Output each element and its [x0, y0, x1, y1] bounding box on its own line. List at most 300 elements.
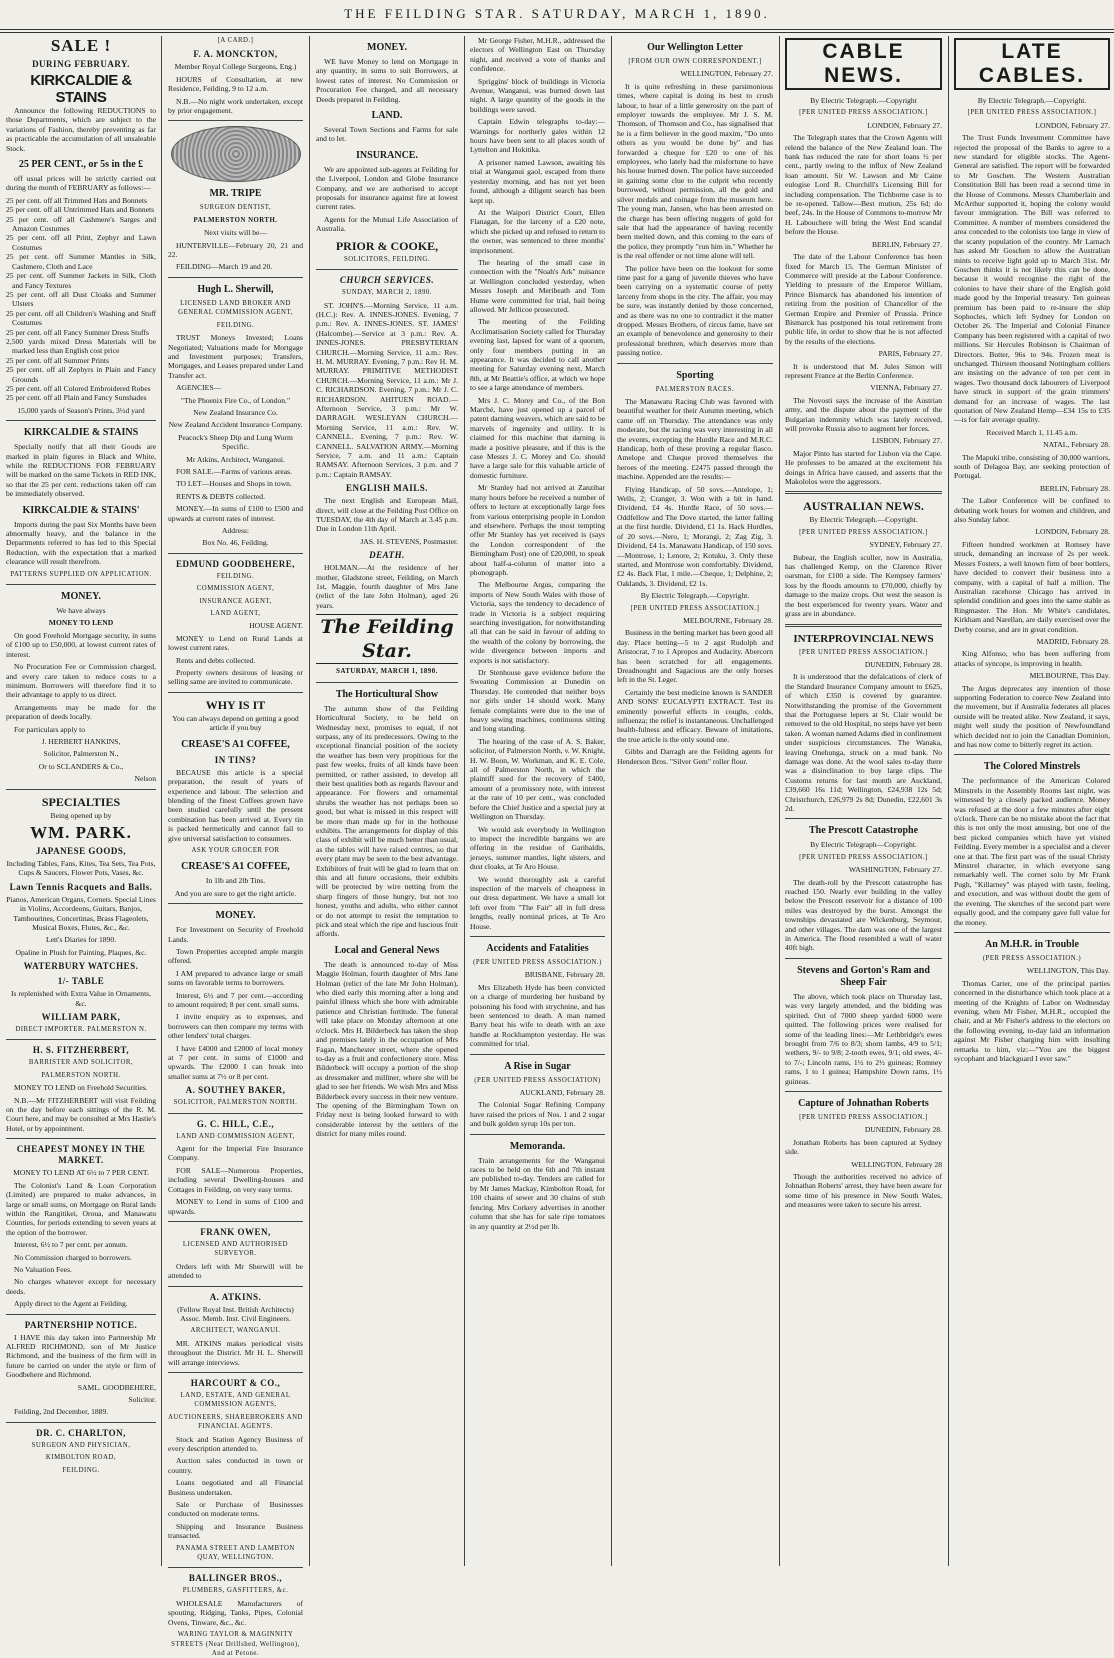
- sugar-source: (PER UNITED PRESS ASSOCIATION): [474, 1076, 601, 1084]
- late-cables-text: King Alfonso, who has been suffering from attacks of syncope, is improving in health.: [954, 649, 1110, 668]
- hill-name: G. C. HILL, C.E.,: [196, 1118, 275, 1129]
- news-item: We would ask everybody in Wellington to inspect the incredible bargains we are offering in the residue of Garibaldis, jerseys, summer mantles, light ulsters, and dust cloaks, at Te Aro House.: [470, 824, 605, 872]
- prescott-text: The death-roll by the Prescott catastrophe has reached 150. Nearly ever building in the valley below the Prescott reservoir for a distance of 100 miles was destroyed by the burst. Amongst the townships devastated are Wickenburg, Seymour, and other villages. The dam was one of the largest in America. The flood resembled a wall of water 40ft high.: [785, 877, 942, 953]
- dateline: LONDON, February 27.: [1035, 120, 1110, 130]
- sale-title: SALE !: [50, 36, 112, 55]
- church-heading: CHURCH SERVICES.: [339, 275, 435, 286]
- land-text: Several Town Sections and Farms for sale and to let.: [316, 125, 458, 144]
- tins-heading: IN TINS?: [214, 754, 257, 765]
- divider: [168, 1113, 303, 1114]
- news-item: The Melbourne Argus, comparing the imports of New South Wales with those of Victoria, says the tendency to decadence of trade in Victoria is a subject requiring searching investigation, for notwithstanding all that can be said in favour of adding to the wealth of the colony by borrowing, the wide divergence between imports and exports is not satisfactory.: [470, 580, 605, 665]
- divider: [168, 120, 303, 121]
- dental-emblem-image: [171, 126, 301, 182]
- divider: [785, 958, 942, 959]
- column-rule: [611, 36, 612, 1566]
- sale-intro: Announce the following REDUCTIONS to those Departments, which are subject to the variations of Fashion, thereby preventing as far as practicable the accumulation of all unsaleable Stock.: [6, 106, 156, 153]
- hours-text: HOURS of Consultation, at new Residence, Feilding, 9 to 12 a.m.: [168, 74, 303, 94]
- goodbehere-town: FEILDING.: [216, 572, 255, 580]
- divider: [168, 553, 303, 554]
- telegraph-source: [PER UNITED PRESS ASSOCIATION.]: [799, 109, 928, 117]
- column-3: [312, 36, 462, 1566]
- agency-item: Peacock's Sheep Dip and Lung Worm Specific.: [178, 432, 293, 452]
- divider: [168, 277, 303, 278]
- dateline: WELLINGTON, February 28: [851, 1159, 942, 1169]
- news-item: The meeting of the Feilding Acclimatisation Society called for Thursday evening last, lapsed for want of a quorum, only four members putting in an appearance. It was decided to call another meeting for Saturday evening next, March 8th, at Mr Beattie's office, at which we hope to see a large attendance of members.: [470, 317, 605, 393]
- hill-sale: FOR SALE—Numerous Properties, including several Dwelling-houses and Cottages in Feilding, on very easy terms.: [168, 1165, 303, 1194]
- monckton-name: F. A. MONCKTON,: [193, 49, 278, 60]
- specialties-heading: SPECIALTIES: [41, 794, 121, 809]
- ks-text: Specially notify that all their Goods are marked in plain figures in Black and White, while the REDUCTIONS FOR FEBRUARY will be marked on the same Tickets in RED INK, so that the 25 per cent. reductions taken off can be immediately observed.: [6, 442, 156, 499]
- interprovincial-text: It is understood that the defalcations of clerk of the Standard Insurance Company amount to £625, of which £350 is covered by guarantee. Notwithstanding the promise of the Government that the Portuguese lepers at St. Clair would be removed to the old Hospital, no steps have yet been taken. A woman named Adams died in confinement under suspicious circumstances. The Wanaka, leaving Onehunga, struck on a mud bank. No damage was done. At the wool sales to-day there was a disinclination to buy large clips. The Customs returns for last month are Auckland, £39,660 16s 11d; Wellington, £24,938 12s 5d; Christchurch, £26,979 2s 8d; Dunedin, £22,601 3s 2d.: [785, 672, 942, 813]
- kirkcaldie-title: KIRKCALDIE & STAINS: [30, 72, 132, 106]
- divider: [6, 1138, 156, 1139]
- cable-text: The Novosti says the increase of the Austrian army, and the dispute about the payment of the Bulgarian indemnity which was lately received, will provoke Russia also to augment her forces.: [785, 395, 942, 433]
- list-item: 25 per cent. off all Children's Washing and Stuff Costumes: [6, 308, 156, 328]
- telegraph-source: [PER UNITED PRESS ASSOCIATION.]: [799, 853, 928, 861]
- opaline-text: Opaline in Plush for Painting, Plaques, &c.: [15, 947, 147, 957]
- masthead-rule: [0, 32, 1114, 33]
- waterbury-heading: WATERBURY WATCHES.: [23, 961, 139, 972]
- cable-text: The Telegraph states that the Crown Agents will relend the balance of the New Zealand loan. The bank has reduced the rate for short loans ½ per cent., partly owing to the influx of New Zealand loan amount. Sir W. Lawson and Mr Caine eulogise Lord R. Churchill's Licensing Bill for including compensation. The Tichborne case is to be re-opened. Tallow—Best mutton, 25s 6d; do beef, 24s. In the House of Commons to-morrow Mr H. Labouchere will bring the West End scandal before the House.: [785, 133, 942, 237]
- money-text: MONEY.—In sums of £100 to £500 and upwards at current rates of interest.: [168, 504, 303, 523]
- rates-text: Interest, 6½ and 7 per cent.—according to amount required; 8 per cent. small sums.: [168, 990, 303, 1009]
- telegraph-place: MELBOURNE, February 28.: [683, 615, 773, 625]
- races-text: The Manawatu Racing Club was favored with beautiful weather for their Autumn meeting, which came off on Thursday. The attendance was only moderate, but the racing was very interesting in all the events, excepting the Hurdle Race and M.R.C. Handicap, both of these proving a regular fiasco. Amelope and Cheque proved themselves the heroes of the meeting. £2475 passed through the machine. Appended are the results:—: [617, 397, 773, 482]
- divider: [6, 584, 156, 585]
- tripe-name: MR. TRIPE: [209, 188, 262, 200]
- ks2-heading: KIRKCALDIE & STAINS': [22, 504, 140, 516]
- divider: [168, 1286, 303, 1287]
- telegraph-credit: By Electric Telegraph.—Copyright.: [809, 515, 918, 525]
- prescott-heading: The Prescott Catastrophe: [808, 825, 919, 837]
- goodbehere-property: Property owners desirous of leasing or selling same are invited to communicate.: [168, 668, 303, 687]
- sherwill-text: TRUST Moneys Invested; Loans Negotiated; Valuations made for Mortgage and Investment purposes; Transfers, Mortgages, and Leases prepared under Land Transfer act.: [168, 333, 303, 380]
- list-item: 25 per cent. off all Cashmere's Sarges and Amazon Costumes: [6, 214, 156, 234]
- telegraph-credit: By Electric Telegraph.—Copyright.: [977, 96, 1087, 105]
- ks2-text: Imports during the past Six Months have been abnormally heavy, and the balance in the Departments referred to has led to this Special Reduction, with the expectation that a marked clearance will result therefrom.: [6, 519, 156, 567]
- letts-text: Lett's Diaries for 1890.: [45, 935, 117, 945]
- nocomm-text: No Commission charged to borrowers.: [14, 1252, 132, 1262]
- fitzherbert-money: MONEY TO LEND on Freehold Securities.: [14, 1083, 148, 1093]
- telegraph-source: [PER UNITED PRESS ASSOCIATION.]: [967, 109, 1097, 117]
- fitzherbert-title: BARRISTER AND SOLICITOR,: [28, 1059, 134, 1067]
- list-item: 25 per cent. off all Trimmed Hats and Bonnets: [6, 195, 147, 205]
- land-heading: LAND.: [371, 110, 403, 122]
- news-item: Mr Stanley had not arrived at Zanzibar many hours before he received a number of offers to lecture at exceptionally large fees from various enterprising people in London and elsewhere. Perhaps the most tempting offer Mr Stanley has yet received is (says the London correspondent of the Birmingham Post) one of £20,000, to speak about half-a-column of matter into a phonograph.: [470, 483, 605, 577]
- ask-text: ASK YOUR GROCER FOR: [191, 846, 280, 854]
- sugar-text: The Colonial Sugar Refining Company have raised the prices of Nos. 1 and 2 sugar and bulk golden syrup 10s per ton.: [470, 1100, 605, 1129]
- dateline: BERLIN, February 27.: [871, 239, 942, 249]
- dateline: WASHINGTON, February 27.: [848, 865, 942, 875]
- list-item: 25 per cent. off all Dust Cloaks and Summer Ulsters: [6, 289, 156, 309]
- partnership-sig2: Solicitor.: [128, 1395, 156, 1404]
- prior-cooke-sub: SOLICITORS, FEILDING.: [343, 255, 431, 263]
- divider: [316, 269, 458, 270]
- cable-text: It is understood that M. Jules Simon will represent France at the Berlin Conference.: [785, 361, 942, 380]
- local-news-text: The death is announced to-day of Miss Maggie Holman, fourth daughter of Mrs Jane Holman (relict of the late Mr John Holman), who died early this morning after a long and painful illness which she bore with admirable patience and Christian fortitude. The funeral will take place on Monday afternoon at one o'clock. Mrs H. Bilderbeck has taken the shop and premises lately in the occupation of Mrs Fagan, Manchester street, where she opened to-day as a fruit and confectionery store. Miss Bilderbeck will occupy a portion of the shop as dressmaker and milliner, where she will be glad to see her friends. We wish Mrs and Miss Bilderbeck every success in their new venture. The opening of the Birmingham Town on Friday next is being looked forward to with considerable interest by the settlers of the district for many miles round.: [316, 959, 458, 1139]
- column-6: [781, 36, 946, 1566]
- money-text3: Arrangements may be made for the preparation of deeds locally.: [6, 702, 156, 722]
- tripe-feilding: FEILDING—March 19 and 20.: [176, 262, 273, 272]
- column-2: [164, 36, 307, 1657]
- crease-heading: CREASE'S A1 COFFEE,: [181, 738, 290, 750]
- sale-subtitle: DURING FEBRUARY.: [32, 59, 130, 69]
- accidents-text: Mrs Elizabeth Hyde has been convicted on a charge of murdering her husband by poisoning his food with strychnine, and has been sentenced to death. A man named Barry beat his wife to death with an axe handle at Rockhampton yesterday. He was committed for trial.: [470, 982, 605, 1049]
- money-name4: Nelson: [134, 774, 156, 784]
- telegraph-credit: By Electric Telegraph.—Copyright.: [640, 591, 750, 601]
- apply-text: Apply direct to the Agent at Feilding.: [14, 1299, 128, 1309]
- pianos-text: Pianos, American Organs, Cornets. Special Lines in Violins, Accordeons, Guitars, Banjos, Tambourines, Concertinas, Brass Flageolets, Musical Boxes, Flutes, &c., &c.: [6, 894, 156, 932]
- japanese-goods: JAPANESE GOODS,: [35, 845, 127, 856]
- column-1: [2, 36, 160, 1566]
- news-item: Dr Stenhouse gave evidence before the Sweating Commission at Dunedin on Thursday. He contended that neither boys nor girls under 14 should work. Many female complaints were due to the use of heavy sewing machines, continuous sitting and long standing.: [470, 668, 605, 734]
- divider: [785, 624, 942, 627]
- divider: [785, 491, 942, 494]
- sugar-place: AUCKLAND, February 28.: [519, 1088, 605, 1098]
- divider: [6, 1422, 156, 1423]
- memoranda-heading: Memoranda.: [509, 1140, 566, 1152]
- news-item: The hearing of the small case in connection with the "Noah's Ark" nuisance at Wellington concluded yesterday, when Messrs Joseph and Meribeath and Tom Hume were committed for trial, bail being allowed. Mr Jellicoe prosecuted.: [470, 257, 605, 314]
- cable-text: The date of the Labour Conference has been fixed for March 15. The German Minister of Commerce will preside at the Labour Conference. Yielding to pressure of the Emperor William, Prince Bismarck has abandoned his intention of retiring from the position of Chancellor of the German Empire and Premier of Prussia. Prince Bismarck has postponed his total retirement from public life, in order to show that he is not affected by the results of the elections.: [785, 252, 942, 346]
- late-cables-text: The Trust Funds Investment Committee have rejected the proposal of the Banks to agree to a new standard for eligible stocks. The Agent-General are satisfied. The report will be forwarded to Mr Goschen. The Western Australian Constitution Bill has been read a second time in the House of Commons. Messrs Chamberlain and McArthur supported it, hoping the colony would favour immigration. The Bill was referred to Committee. A number of members considered the area conceded to the colonists too large in view of the scanty population of the country. Mr Larnach has asked Mr Goschen to allow the Australian mints to receive light gold up to March 31st. Mr Goschen thinks it is not likely this can be done, because it would recognise the right of the colonies to have their share of the English gold made good by the Imperial treasury. Ten guineas premium has been paid to re-insure the ship Sophocles, which left Sydney for London on October 26. The Imperial and Colonial Finance Company has been registered with a capital of two millions. Sir Hercules Robinson is Chairman of Directors. Butter, 96s to 94s. Frozen meat is unchanged. Thirteen thousand Nottingham colliers are insisting on the advance of ten per cent in wages. Two thousand dock labourers of Liverpool have struck in support of the grain trimmers' demand for an increase of wages. The last quotation of New Zealand Hemp—£34 15s to £35—is for fair average quality.: [954, 133, 1110, 425]
- park-address: DIRECT IMPORTER. PALMERSTON N.: [15, 1026, 147, 1034]
- noval-text: No Valuation Fees.: [14, 1264, 72, 1274]
- investment-text: For Investment on Security of Freehold Lands.: [168, 925, 303, 944]
- dateline: WELLINGTON, This Day.: [1026, 966, 1110, 976]
- harcourt-title2: AUCTIONEERS, SHAREBROKERS AND FINANCIAL AGENTS.: [168, 1413, 303, 1431]
- harcourt-loans: Loans negotiated and all Financial Business undertaken.: [168, 1478, 303, 1497]
- masthead-text: THE FEILDING STAR. SATURDAY, MARCH 1, 1890.: [344, 6, 770, 21]
- divider: [954, 932, 1110, 933]
- cable-text: Major Pinto has started for Lisbon via the Cape. He professes to be amazed at the excitement his doings in Africa have caused, and asserts that the Makololos were the aggressors.: [785, 448, 942, 487]
- received-note: Received March 1, 11.45 a.m.: [986, 427, 1078, 437]
- list-item: 25 per cent. off all Colored Embroidered Robes: [6, 383, 151, 393]
- late-cables-heading: LATE CABLES.: [954, 38, 1110, 90]
- eucalypti-text: Certainly the best medicine known is SANDER AND SONS' EUCALYPTI EXTRACT. Test its eminently powerful effects in coughs, colds, influenza; the relief is instantaneous. Unchallenged health-fulness and efficacy. Beware of imitations, the true article is the only sound one.: [617, 687, 773, 744]
- money-sub2: MONEY TO LEND: [48, 618, 114, 628]
- divider: [785, 818, 942, 819]
- address-label: Address:: [222, 526, 249, 535]
- accidents-source: (PER UNITED PRESS ASSOCIATION.): [473, 958, 602, 966]
- partnership-text: I HAVE this day taken into Partnership Mr ALFRED RICHMOND, son of Mr Justice Richmond, and the business of the firm will in future be carried on under the style or firm of Goodbehere and Richmond.: [6, 1332, 156, 1380]
- fitzherbert-address: PALMERSTON NORTH.: [41, 1071, 121, 1079]
- because-text: BECAUSE this article is a special preparation, the result of years of experience and labour. The selection and blending of the finest Coffees grown have been studied carefully until the present combination has been arrived at. Every tin is packed hermetically and cannot fail to give universal satisfaction to consumers.: [168, 767, 303, 843]
- local-news-heading: Local and General News: [334, 944, 440, 956]
- mails-text: The next English and European Mail, direct, will close at the Feilding Post Office on TUESDAY, the 4th day of March at 3.45 p.m. Due in London 11th April.: [316, 496, 458, 534]
- patterns-note: PATTERNS SUPPLIED ON APPLICATION.: [10, 570, 152, 578]
- harcourt-address: PANAMA STREET AND LAMBTON QUAY, WELLINGTON.: [176, 1544, 295, 1562]
- dateline: LONDON, February 28.: [1035, 527, 1110, 537]
- town-text: Town Properties accepted ample margin offered.: [168, 946, 303, 966]
- dateline: MELBOURNE, This Day.: [1029, 671, 1110, 681]
- harcourt-shipping: Shipping and Insurance Business transacted.: [168, 1521, 303, 1541]
- divider: [6, 789, 156, 790]
- memoranda-text: Train arrangements for the Wanganui races to be held on the 6th and 7th instant are published to-day. Tenders are called for by Mr James Mackay, Kimbolton Road, for 100 chains of sewer and 30 chains of stub fencing. Mrs Corkery advertises in another column that she has for sale ripe tomatoes in any quantity at 2½d per lb.: [470, 1155, 605, 1231]
- issue-date: SATURDAY, MARCH 1, 1890.: [336, 668, 438, 676]
- have-text: I have £4000 and £2000 of local money at 7 per cent. in sums of £1000 and upwards. The £2000 I can break into smaller sums at 7½ or 8 per cent.: [168, 1043, 303, 1081]
- charlton-title: SURGEON AND PHYSICIAN,: [31, 1441, 131, 1449]
- divider: [168, 1567, 303, 1568]
- minstrels-heading: The Colored Minstrels: [983, 761, 1081, 773]
- sure-text: And you are sure to get the right article.: [174, 888, 297, 898]
- newspaper-flag: The Feilding Star.: [316, 614, 458, 664]
- ks-heading: KIRKCALDIE & STAINS: [23, 427, 139, 439]
- horticultural-heading: The Horticultural Show: [335, 688, 439, 700]
- cable-news-heading: CABLE NEWS.: [785, 38, 942, 90]
- divider: [470, 1054, 605, 1055]
- money-name: J. HERBERT HANKINS,: [41, 736, 121, 746]
- tennis-heading: Lawn Tennis Racquets and Balls.: [9, 881, 153, 892]
- insurance-agents: Agents for the Mutual Life Association of Australia.: [316, 214, 458, 234]
- column-rule: [309, 36, 310, 1566]
- forsale-text: FOR SALE.—Farms of various areas.: [176, 466, 293, 476]
- church-date: SUNDAY, MARCH 2, 1890.: [342, 289, 432, 297]
- list-item: 25 per cent. off all Fancy Summer Dress Stuffs: [6, 327, 149, 337]
- park-name: WILLIAM PARK,: [41, 1012, 121, 1023]
- atkins-title: ARCHITECT, WANGANUI.: [190, 1327, 281, 1335]
- agency-item: New Zealand Accident Insurance Company.: [168, 420, 303, 430]
- money2-heading: MONEY.: [215, 910, 256, 922]
- mhr-source: (PER PRESS ASSOCIATION.): [982, 954, 1082, 962]
- tripe-hunterville: HUNTERVILLE—February 20, 21 and 22.: [168, 240, 303, 260]
- goodbehere-title: HOUSE AGENT.: [249, 621, 303, 631]
- column-rule: [948, 36, 949, 1566]
- money-name3: Or to SCLANDERS & Co.,: [38, 761, 124, 771]
- dateline: MADRID, February 28.: [1036, 636, 1110, 646]
- box-text: Box No. 46, Feilding.: [202, 538, 269, 548]
- races-results: Flying Handicap, of 50 sovs.—Antelope, 1; Wells, 2; Cranger, 3. Won with a bit in hand. Dividend, £4 4s. Hurdle Race, of 50 sovs.—Oddfellow and The Dove started, the latter falling at the first hurdle. Dividend, £1 1s. Hack Hurdles, of 20 sovs.—Nero, 1; Morangi, 2; Zag Zig, 3. Dividend, £4 1s. Manawatu Handicap, of 150 sovs.—Montrose, 1; Lenore, 2; Kotuku, 3. Only these started, and Montrose won comfortably. Dividend, £2 4s. Back Flat, 1 mile.—Cheque, 1; Delphine, 2; Oaklands, 3. Dividend, £2 1s.: [617, 484, 773, 588]
- harcourt-name: HARCOURT & CO.,: [190, 1377, 281, 1388]
- telegraph-text: Business in the betting market has been good all day. Place betting—5 to 2 agst Rudolph and Aristocrat, 7 to 1 Apropos and Audacity. Abercorn has been scratched for all engagements. Dreadnought and Sagacious are the only horses left in the St. Leger.: [617, 628, 773, 685]
- dateline: LONDON, February 27.: [867, 120, 942, 130]
- masthead: [0, 0, 1114, 30]
- charlton-name: DR. C. CHARLTON,: [36, 1427, 126, 1438]
- hill-text: Agent for the Imperial Fire Insurance Company.: [168, 1144, 303, 1163]
- agencies-label: AGENCIES—: [176, 383, 222, 393]
- late-cables-text: Fifteen hundred workmen at Romsey have struck, demanding an increase of 2s per week. Messrs Fosters, a well known firm of beer bottlers, have decided to convert their business into a company, with a capital of half a million. The Australian racehorse Chicago has arrived in splendid condition and goes into the same stable as Ringmaster. The Hon. Mr White's candidates, Kirkham and Narellan, are daily exercised over the Derby course, and are in great condition.: [954, 539, 1110, 634]
- wellington-letter-heading: Our Wellington Letter: [647, 42, 743, 53]
- divider: [6, 420, 156, 421]
- divider: [954, 754, 1110, 755]
- partnership-sig: SAML. GOODBEHERE,: [77, 1382, 156, 1392]
- wm-park-title: WM. PARK.: [30, 822, 132, 842]
- list-item: 25 per cent. off Summer Jackets in Silk, Cloth and Fancy Textures: [6, 271, 156, 290]
- sherwill-name: Hugh L. Sherwill,: [197, 283, 274, 295]
- tripe-title: SURGEON DENTIST,: [199, 204, 272, 212]
- news-item: Mr George Fisher, M.H.R., addressed the electors of Wellington East on Thursday night, and received a vote of thanks and confidence.: [470, 36, 605, 74]
- news-item: The hearing of the case of A. S. Baker, solicitor, of Palmerston North, v. W. Knight, H. W. Boon, W. Workman, and K. E. Cole, all of Palmerston North, in which the plaintiff sued for the recovery of £400, amount of a promissory note, with interest at the rate of 10 per cent., was concluded before the Chief Justice and a special jury at Wellington on Thursday.: [470, 736, 605, 822]
- expense-text: I invite enquiry as to expenses, and borrowers can then compare my terms with other lenders' total charges.: [168, 1012, 303, 1041]
- money-name2: Solicitor, Palmerston N.,: [43, 749, 119, 759]
- death-text: HOLMAN.—At the residence of her mother, Gladstone street, Feilding, on March 1st, Maggie, fourth daughter of Mrs Jane (relict of the late John Holman), aged 26 years.: [316, 563, 458, 610]
- money-text: On good Freehold Mortgage security, in sums of £100 up to £50,000, at lowest current rates of interest.: [6, 630, 156, 659]
- money-text4: For particulars apply to: [14, 724, 86, 734]
- list-item: 25 per cent. off all Summer Prints: [6, 355, 109, 365]
- tripe-address: PALMERSTON NORTH.: [193, 216, 278, 224]
- sugar-heading: A Rise in Sugar: [504, 1060, 571, 1072]
- baker-address: SOLICITOR, PALMERSTON NORTH.: [173, 1099, 298, 1107]
- table-heading: 1/- TABLE: [57, 976, 105, 987]
- insurance-text: We are appointed sub-agents at Feilding for the Liverpool, London and Globe Insurance Company, and we are authorised to accept proposals for insurance against fire at lowest current rates.: [316, 164, 458, 212]
- late-cables-text: The Labor Conference will be confined to debating work hours for women and children, and also Sunday labor.: [954, 496, 1110, 525]
- accidents-place: BRISBANE, February 28.: [524, 970, 605, 980]
- specialties-sub: Being opened up by: [50, 810, 112, 820]
- capture-heading: Capture of Johnathan Roberts: [798, 1097, 929, 1109]
- australian-news-heading: AUSTRALIAN NEWS.: [803, 499, 924, 514]
- atkins-name: A. ATKINS.: [209, 1291, 262, 1302]
- telegraph-source: [PER UNITED PRESS ASSOCIATION.]: [630, 604, 760, 612]
- mhr-text: Thomas Carter, one of the principal parties concerned in the disturbance which took place at a meeting of the Knights of Labor on Wednesday evening, when Mr Fisher, M.H.R., occupied the chair, and at Mr Fisher's address to the electors on the following evening, to-day laid an information against Mr Fisher charging him with insulting remarks to him, viz:—"You are the biggest sycophant and blackguard I ever saw.": [954, 978, 1110, 1063]
- races-heading: PALMERSTON RACES.: [655, 385, 735, 393]
- fitzherbert-name: H. S. FITZHERBERT,: [32, 1045, 130, 1056]
- dateline: SYDNEY, February 27.: [869, 540, 942, 550]
- hours-nb: N.B.—No night work undertaken, except by prior engagement.: [168, 96, 303, 116]
- atkins-sub: (Fellow Royal Inst. British Architects) Assoc. Memb. Inst. Civil Engineers.: [177, 1304, 294, 1323]
- waring-address: WARING TAYLOR & MAGINNITY STREETS (Near Drillshed, Wellington), And at Petone.: [171, 1631, 300, 1657]
- card-label: [A CARD.]: [217, 37, 254, 44]
- money-heading: MONEY.: [61, 591, 101, 603]
- telegraph-credit: By Electric Telegraph.—Copyright: [810, 96, 917, 105]
- ram-fair-text: The above, which took place on Thursday last, was very largely attended, and the bidding was spirited. Out of 7000 sheep yarded 6000 were quitted. The following prices were realised for some of the leading lines:—Mr Lethbridge's ewes brought from 7/6 to 8/3; shorn lambs, 4/9 to 5/1; wethers, 9/- to 9/8; 2-tooth ewes, 9/1; old ewes, 4/- to 7/-; Lincoln rams, 1½ to 2½ guineas; Romney rams, 1 to 1 guinea; Hampshire Down rams, 1½ guineas.: [785, 991, 942, 1086]
- table-text: Is replenished with Extra Value in Ornaments, &c.: [10, 989, 152, 1008]
- telegraph-source: [PER UNITED PRESS ASSOCIATION.]: [799, 528, 928, 536]
- nochg-text: No charges whatever except for necessary deeds.: [6, 1277, 156, 1296]
- insurance-heading: INSURANCE.: [356, 149, 418, 161]
- prior-cooke-name: PRIOR & COOKE,: [335, 238, 439, 253]
- ballinger-title: PLUMBERS, GASFITTERS, &c.: [182, 1587, 289, 1595]
- goodbehere-rents: Rents and debts collected.: [176, 655, 256, 665]
- wholesale-text: WHOLESALE Manufacturers of spouting, Ridging, Tanks, Pipes, Colonial Ovens, Tinware, &c., &c.: [168, 1598, 303, 1627]
- discount-text: off usual prices will be strictly carried out during the month of FEBRUARY as follows:—: [6, 174, 156, 193]
- sporting-heading: Sporting: [676, 369, 714, 381]
- news-item: Spriggins' block of buildings in Victoria Avenue, Wanganui, was burned down last night. A large quantity of the goods in the buildings were saved.: [470, 76, 605, 114]
- column-5: [613, 36, 777, 1566]
- wellington-letter-text: It is quite refreshing in these parsimonious times, where capital is doing its best to crush labour, to hear of a little generosity on the part of employer towards the employee. Mr J. S. M. Thomson, of Thomson and Co., has signalised that he is a firm believer in the good maxim, "Do unto others as you would be done by" and has forwarded a cheque for £20 to one of his employees, who lately had the misfortune to have his house burned down. The police have succeeded in gaining some clue to the culprit who recently burrowed, without permission, all the gold and silver medals and coinage from the museum here. The young man, Jansen, who has been arrested on the charge has been offering nuggets of gold for sale that had the appearance of having recently been melted down, and this coming to the ears of the police, they promptly "run him in." Whether he is the real offender or not time alone will tell.: [617, 81, 773, 261]
- money-text2: No Procuration Fee or Commission charged, and every care taken to reduce costs to a minimum. Borrowers will therefore find it to their advantage to apply to us direct.: [6, 662, 156, 700]
- gibbs-text: Gibbs and Darragh are the Feilding agents for Henderson Bros. "Silver Gem" roller flour.: [617, 747, 773, 766]
- rents-text: RENTS & DEBTS collected.: [176, 491, 266, 501]
- goodbehere-title: COMMISSION AGENT,: [196, 585, 275, 593]
- divider: [316, 682, 458, 683]
- column-7: [950, 36, 1114, 1566]
- sherwill-town: FEILDING.: [216, 321, 255, 329]
- divider: [785, 1091, 942, 1092]
- late-cables-text: The Argus deprecates any intention of those supporting Federation to coerce New Zealand into the movement, but if Australia federates all places outside will be treated alike. New Zealand, it says, might well study the position of Newfoundland which decided not to join the Canadian Dominion, and has now come to bitterly regret its action.: [954, 683, 1110, 749]
- wellington-letter-source: [FROM OUR OWN CORRESPONDENT.]: [628, 58, 762, 65]
- ram-fair-heading: Stevens and Gorton's Ram and Sheep Fair: [797, 964, 930, 988]
- divider: [617, 363, 773, 364]
- mails-heading: ENGLISH MAILS.: [345, 483, 429, 494]
- charlton-town: FEILDING.: [62, 1466, 100, 1474]
- divider: [6, 1314, 156, 1315]
- agency-item: New Zealand Insurance Co.: [193, 407, 278, 417]
- divider: [168, 1221, 303, 1222]
- harcourt-purchase: Sale or Purchase of Businesses conducted on moderate terms.: [168, 1500, 303, 1519]
- divider: [168, 903, 303, 904]
- why-heading: WHY IS IT: [205, 697, 266, 712]
- news-item: At the Waipori District Court, Ellen Flanagan, for the larceny of a £20 note, which she picked up and refused to return to the owner, was sentenced to three months' imprisonment.: [470, 207, 605, 255]
- news-item: We would thoroughly ask a careful inspection of the marvels of cheapness in our dress department. We have a small lot left over from "The Fair" all in full dress lengths, really nominal prices, at Te Aro House.: [470, 874, 605, 931]
- cheap-heading: CHEAPEST MONEY IN THE MARKET.: [16, 1144, 146, 1166]
- capture-text: Jonathan Roberts has been captured at Sydney side.: [785, 1137, 942, 1157]
- colonist-text: The Colonist's Land & Loan Corporation (Limited) are prepared to make advances, in large or small sums, on Mortgage on Rural lands within the Rangitikei, Oroua, and Manawatu Counties, for periods extending to seven years at the option of the borrower.: [6, 1180, 156, 1237]
- agency-item: "The Phoenix Fire Co., of London.": [180, 395, 291, 405]
- list-item: 25 per cent. off all Print, Zephyr and Lawn Costumes: [6, 233, 156, 252]
- tripe-next: Next visits will be—: [203, 228, 268, 238]
- atkins-text: MR. ATKINS makes periodical visits throughout the District. Mr H. L. Sherwill will arrange interviews.: [168, 1338, 303, 1367]
- charlton-address: KIMBOLTON ROAD,: [45, 1454, 117, 1462]
- owen-name: FRANK OWEN,: [200, 1226, 271, 1237]
- partnership-date: Feilding, 2nd December, 1889.: [14, 1407, 109, 1417]
- australian-text: Bubear, the English sculler, now in Australia, has challenged Kemp, on the Clarence River oarsman, for £100 a side. The Kempsey farmers' loss by the floods amounts to £70,000, chiefly by damage to the maize crops. Out west the season is the best experienced for twenty years. Water and grass are in abundance.: [785, 552, 942, 619]
- dateline: NATAL, February 28.: [1043, 440, 1110, 450]
- money-sub: We have always: [56, 606, 106, 616]
- wellington-letter-place: WELLINGTON, February 27.: [680, 69, 773, 79]
- news-item: Mrs J. C. Morey and Co., of the Bon Marché, have just opened up a parcel of patent darning weavers, which are said to be marvels of ingenuity and utility. It is claimed for this machine that darning is made a positive pleasure, and if this is the case Messrs J. C. Morey and Co. should have a large sale for this valuable article of domestic furniture.: [470, 395, 605, 480]
- partnership-heading: PARTNERSHIP NOTICE.: [24, 1319, 138, 1330]
- monckton-sub: Member Royal College Surgeons, Eng.): [174, 62, 297, 72]
- sherwill-title: LICENSED LAND BROKER AND GENERAL COMMISSION AGENT,: [178, 299, 293, 317]
- column-rule: [464, 36, 465, 1566]
- dateline: PARIS, February 27.: [878, 349, 942, 359]
- divider: [6, 1039, 156, 1040]
- money-text: WE have Money to lend on Mortgage in any quantity, in sums to suit Borrowers, at lowest rates of interest. No Commission or Procuration Fee charged, and all necessary Deeds prepared in Feilding.: [316, 57, 458, 104]
- divider: [168, 692, 303, 693]
- harcourt-stock: Stock and Station Agency Business of every description attended to.: [168, 1434, 303, 1453]
- discount-heading: 25 PER CENT., or 5s in the £: [18, 159, 144, 171]
- goodbehere-name: EDMUND GOODBEHERE,: [175, 558, 295, 569]
- church-services-text: ST. JOHN'S.—Morning Service, 11 a.m. (H.C.): Rev. A. INNES-JONES. Evening, 7 p.m.: Rev. A. INNES-JONES. ST. JAMES' (Halcombe).—Service at 3 p.m.: Rev. A. INNES-JONES. PRESBYTERIAN CHURCH.—Morning Service, 11 a.m.: Rev. H. M. MURRAY. Evening, 7 p.m.: Rev H. M. MURRAY. PRIMITIVE METHODIST CHURCH.—Morning Service, 11 a.m.: Mr J. C. RICHARDSON. Evening, 7 p.m.: Mr J. C. RICHARDSON. AHITUEN ROAD.—Afternoon Service, 3 p.m.: Mr W. DARRAGH. WESLEYAN CHURCH.—Morning Service, 11 a.m.: Rev. W. CANNELL. Evening, 7 p.m.: Rev. W. CANNELL. SALVATION ARMY.—Morning Service, 7 a.m. and 11 a.m.: Captain RAMSAY. Afternoon Services, 3 p.m. and 7 p.m.: Captain RAMSAY.: [316, 300, 458, 479]
- harcourt-title: LAND, ESTATE, AND GENERAL COMMISSION AGENTS,: [180, 1391, 291, 1409]
- accidents-heading: Accidents and Fatalities: [486, 942, 589, 954]
- goodbehere-title: LAND AGENT,: [210, 610, 261, 618]
- remnants-text: 15,000 yards of Season's Prints, 3½d yard: [17, 405, 145, 415]
- dateline: BERLIN, February 28.: [1039, 483, 1110, 493]
- dateline: DUNEDIN, February 28.: [864, 1125, 942, 1135]
- interprovincial-heading: INTERPROVINCIAL NEWS: [793, 632, 934, 645]
- fitzherbert-nb: N.B.—Mr FITZHERBERT will visit Feilding on the day before each sittings of the R. M. Court here, and may be consulted at Mrs Hastie's Hotel, or by appointment.: [6, 1095, 156, 1133]
- why-sub: You can always depend on getting a good article if you buy: [172, 713, 299, 733]
- death-heading: DEATH.: [369, 550, 405, 561]
- wellington-letter-text2: The police have been on the lookout for some time past for a gang of juvenile thieves who have been carrying on a systematic course of petty larceny from shops in the city. The affair, you may be sure, was instantly denied by those concerned, and as there was no one to contradict it the matter dropped. Messrs Brothers, of circus fame, have set an example of benevolence and generosity to their professional brethren, which deserves more than passing notice.: [617, 263, 773, 358]
- minstrels-text: The performance of the American Colored Minstrels in the Assembly Rooms last night, was witnessed by a closely packed audience. Money was refused at the door a few minutes after eight o'clock. There can be no mistake about the fact that this is not only the most amusing, but one of the best picked companies which have yet visited Feilding. Every member is a specialist and a clever one at that. The first part was of the usual Christy Minstrel character, in which everyone sang remarkably well. The cornet solo by Mr Frank Pugh, "Killarney" was played with taste, feeling, and execution, and was without doubt the gem of the evening. The sketches of the second part were equally good, and the company gave full value for the money.: [954, 776, 1110, 927]
- ballinger-name: BALLINGER BROS.,: [188, 1573, 283, 1584]
- telegraph-credit: By Electric Telegraph—Copyright.: [810, 840, 917, 850]
- money-heading: MONEY.: [367, 42, 407, 53]
- crease-heading-2: CREASE'S A1 COFFEE,: [181, 861, 290, 873]
- owen-text: Orders left with Mr Sherwill will be attended to: [168, 1261, 303, 1281]
- list-item: 2,500 yards mixed Dress Materials will be marked less than English cost price: [6, 336, 156, 356]
- divider: [470, 936, 605, 937]
- mails-signature: JAS. H. STEVENS, Postmaster.: [360, 536, 458, 546]
- hill-title: LAND AND COMMISSION AGENT,: [176, 1132, 295, 1140]
- goodbehere-title: INSURANCE AGENT,: [199, 597, 272, 605]
- column-rule: [161, 36, 162, 1566]
- baker-name: A. SOUTHEY BAKER,: [185, 1085, 286, 1096]
- dateline: LISBON, February 27.: [871, 436, 942, 446]
- hill-money: MONEY to Lend in sums of £100 and upwards.: [168, 1197, 303, 1216]
- agency-item: Mr Atkins, Architect, Wanganui.: [186, 454, 285, 464]
- late-cables-text: The Mapuki tribe, consisting of 30,000 warriors, south of Delagoa Bay, are seeking protection of Portugal.: [954, 452, 1110, 481]
- news-item: A prisoner named Lawson, awaiting his trial at Wanganui gaol, escaped from there yesterday morning, and has not yet been found, although a diligent search has been kept up.: [470, 157, 605, 205]
- horticultural-text: The autumn show of the Feilding Horticultural Society, to be held on Wednesday next, promises to equal, if not surpass, any of its predecessors. Owing to the exceptional financial position of the society the weather has been very propitious for the past few weeks, fruits of all kinds have been permitted, or rather assisted, to develop all their best qualities both as regards flavour and appearance. For flowers and ornamental shrubs the weather has not perhaps been so good, but what is missed in this respect will be more than made up for in the hothouse exhibits. The arrangements for display of this class of exhibit will be much better than usual, as the tables will have raised centres, so that every plant may be seen to the best advantage. Exhibitors of fruit will be glad to learn that on this and all future occasions, their exhibits will be protected by wire netting from the sharp fingers of those hungry, but not too honest, youths and adults, who either cannot or do not attempt to resist the temptation to pick and steal which the ripe and luscious fruit affords.: [316, 703, 458, 939]
- list-item: 25 per cent. off all Plain and Fancy Sunshades: [6, 393, 147, 403]
- column-rule: [779, 36, 780, 1566]
- capture-text2: Though the authorities received no advice of Johnathan Roberts' arrest, they have been aware for some time of his presence in New South Wales, and measures were taken to secure his arrest.: [785, 1171, 942, 1210]
- divider: [470, 1134, 605, 1135]
- dateline: DUNEDIN, February 28.: [864, 659, 942, 669]
- prepared-text: I AM prepared to advance large or small sums on favorable terms to borrowers.: [168, 968, 303, 988]
